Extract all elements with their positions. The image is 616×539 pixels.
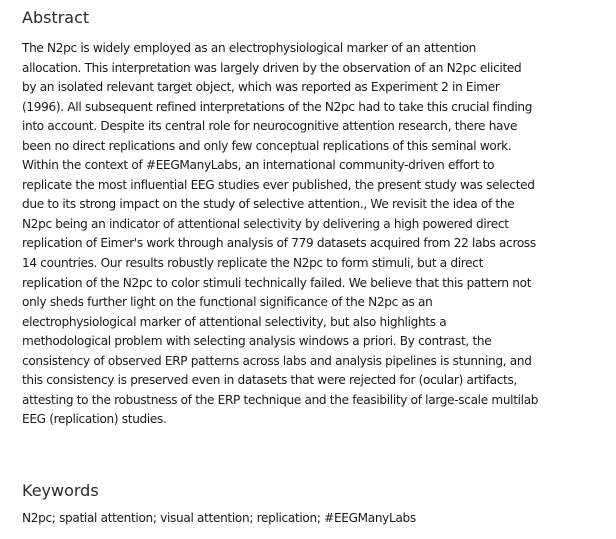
abstract-line: Within the context of #EEGManyLabs, an international community-driven effort to bbox=[22, 158, 495, 173]
abstract-line: replicate the most influential EEG studies ever published, the present study was selected bbox=[22, 177, 535, 192]
abstract-line: by an isolated relevant target object, which was reported as Experiment 2 in Eimer bbox=[22, 80, 500, 95]
abstract-line: only sheds further light on the functional significance of the N2pc as an bbox=[22, 295, 433, 310]
abstract-line: EEG (replication) studies. bbox=[22, 412, 167, 427]
abstract-body bbox=[22, 39, 604, 430]
abstract-line: been no direct replications and only few conceptual replications of this seminal work. bbox=[22, 138, 512, 153]
abstract-line: The N2pc is widely employed as an electrophysiological marker of an attention bbox=[22, 41, 477, 55]
keywords-list: N2pc; spatial attention; visual attention; replication; #EEGManyLabs bbox=[22, 511, 416, 525]
abstract-line: consistency of observed ERP patterns across labs and analysis pipelines is stunning, and bbox=[22, 353, 532, 368]
abstract-heading: Abstract bbox=[22, 8, 90, 27]
abstract-line: methodological problem with selecting analysis windows a priori. By contrast, the bbox=[22, 334, 492, 349]
abstract-line: (1996). All subsequent refined interpretations of the N2pc had to take this crucial finding bbox=[22, 99, 533, 114]
abstract-line: replication of Eimer's work through analysis of 779 datasets acquired from 22 labs across bbox=[22, 236, 536, 251]
abstract-line: replication of the N2pc to color stimuli technically failed. We believe that this pattern not bbox=[22, 275, 532, 290]
abstract-line: electrophysiological marker of attentional selectivity, but also highlights a bbox=[22, 314, 447, 329]
abstract-line: allocation. This interpretation was largely driven by the observation of an N2pc elicited bbox=[22, 60, 522, 75]
abstract-line: into account. Despite its central role for neurocognitive attention research, there have bbox=[22, 119, 518, 134]
keywords-heading: Keywords bbox=[22, 481, 99, 500]
abstract-line: N2pc being an indicator of attentional selectivity by delivering a high powered direct bbox=[22, 216, 509, 231]
abstract-line: this consistency is preserved even in datasets that were rejected for (ocular) artifacts, bbox=[22, 373, 517, 388]
abstract-line: 14 countries. Our results robustly replicate the N2pc to form stimuli, but a direct bbox=[22, 256, 484, 271]
abstract-line: due to its strong impact on the study of selective attention., We revisit the idea of the bbox=[22, 197, 515, 212]
abstract-line: attesting to the robustness of the ERP technique and the feasibility of large-scale multilab bbox=[22, 392, 539, 407]
